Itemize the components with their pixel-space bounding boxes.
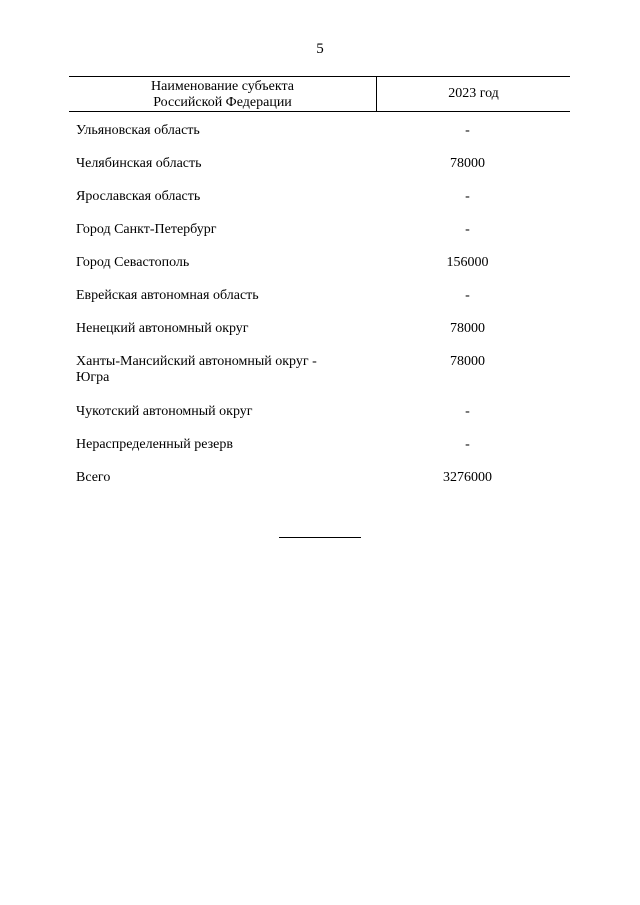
region-value: - (465, 189, 470, 204)
table-row (69, 123, 570, 156)
header-region-name-line2: Российской Федерации (153, 94, 292, 110)
region-value: 78000 (450, 354, 485, 369)
region-name: Ненецкий автономный округ (76, 321, 249, 336)
table-row (69, 437, 570, 470)
table-row (69, 156, 570, 189)
page-number: 5 (316, 41, 324, 57)
total-label: Всего (76, 470, 111, 485)
region-value: 78000 (450, 321, 485, 336)
table-row (69, 288, 570, 321)
table-row (69, 255, 570, 288)
region-name: Еврейская автономная область (76, 288, 259, 303)
region-value: - (465, 288, 470, 303)
region-name: Челябинская область (76, 156, 202, 171)
region-name: Город Санкт-Петербург (76, 222, 217, 237)
table-row (69, 404, 570, 437)
table-row (69, 222, 570, 255)
allocation-table (69, 76, 570, 503)
region-name: Чукотский автономный округ (76, 404, 253, 419)
header-region-name (69, 77, 377, 111)
region-value: - (465, 123, 470, 138)
table-body (69, 123, 570, 503)
region-name: Ханты-Мансийский автономный округ - Югра (76, 354, 317, 385)
region-value: 156000 (446, 255, 489, 270)
region-value: - (465, 222, 470, 237)
region-value: - (465, 404, 470, 419)
region-value: - (465, 437, 470, 452)
region-value: 78000 (450, 156, 485, 171)
table-row-total (69, 470, 570, 503)
table-row (69, 189, 570, 222)
region-name: Город Севастополь (76, 255, 190, 270)
region-name: Нераспределенный резерв (76, 437, 233, 452)
end-divider (279, 537, 361, 538)
table-row (69, 354, 570, 404)
header-region-name-line1: Наименование субъекта (151, 78, 294, 94)
region-name: Ульяновская область (76, 123, 200, 138)
region-name: Ярославская область (76, 189, 201, 204)
table-header (69, 76, 570, 112)
table-row (69, 321, 570, 354)
header-year: 2023 год (448, 86, 499, 101)
total-value: 3276000 (443, 470, 492, 485)
